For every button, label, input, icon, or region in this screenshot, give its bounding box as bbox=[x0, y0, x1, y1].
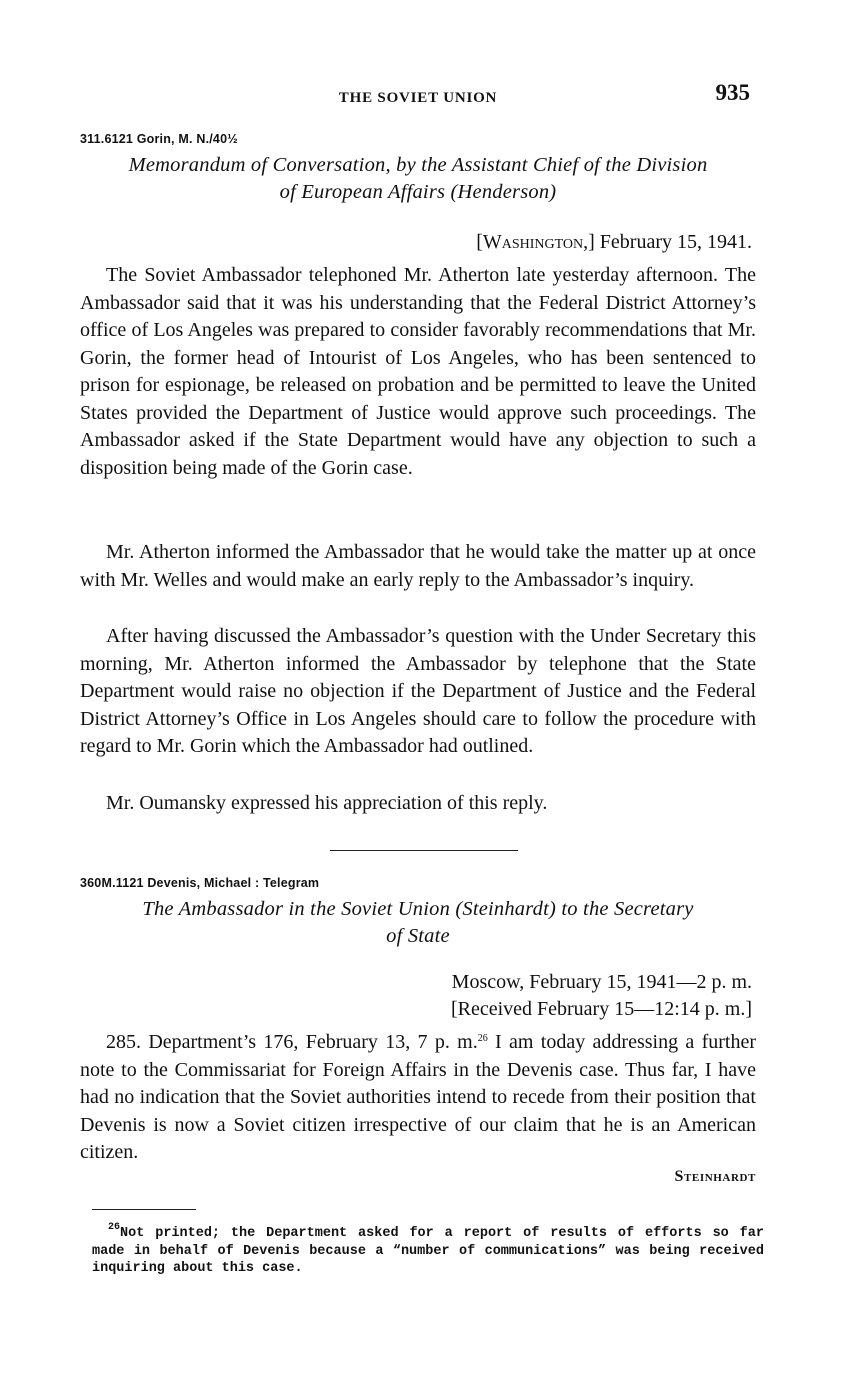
running-title: THE SOVIET UNION bbox=[338, 90, 498, 106]
document-title-line: of State bbox=[386, 925, 450, 947]
file-reference: 311.6121 Gorin, M. N./40½ bbox=[80, 132, 238, 146]
dateline-place: [Washington,] bbox=[476, 231, 595, 253]
section-divider bbox=[330, 850, 518, 851]
footnote bbox=[92, 1222, 764, 1278]
footnote-marker: 26 bbox=[108, 1222, 121, 1233]
dateline: Moscow, February 15, 1941—2 p. m. bbox=[451, 971, 752, 993]
body-paragraph: Mr. Atherton informed the Ambassador that he would take the matter up at once with Mr. Welles and would make an early reply to the Ambassador’s inquiry. bbox=[80, 541, 756, 591]
dateline bbox=[476, 229, 752, 256]
body-paragraph: Mr. Oumansky expressed his appreciation of this reply. bbox=[106, 792, 548, 814]
footnote-divider bbox=[92, 1209, 196, 1210]
document-title bbox=[80, 896, 756, 950]
document-title-line: of European Affairs (Henderson) bbox=[279, 181, 557, 203]
document-title-line: Memorandum of Conversation, by the Assistant Chief of the Division bbox=[128, 154, 708, 176]
running-head bbox=[80, 80, 756, 112]
footnote-reference[interactable]: 26 bbox=[477, 1033, 488, 1044]
signature: Steinhardt bbox=[674, 1168, 756, 1185]
footnote-text: Not printed; the Department asked for a report of results of efforts so far made in behalf of Devenis because a “number of communications” was being received inquiring about this case. bbox=[92, 1226, 764, 1276]
telegram-paragraph bbox=[80, 1029, 756, 1167]
body-paragraph: After having discussed the Ambassador’s question with the Under Secretary this morning, Mr. Atherton informed the Ambassador by telephone that the State Department would raise no objection if the Department of Justice and the Federal District Attorney’s Office in Los Angeles should care to follow the procedure with regard to Mr. Gorin which the Ambassador had outlined. bbox=[80, 625, 756, 757]
body-paragraph: The Soviet Ambassador telephoned Mr. Atherton late yesterday afternoon. The Ambassador said that it was his understanding that the Federal District Attorney’s office of Los Angeles was prepared to consider favorably recommendations that Mr. Gorin, the former head of Intourist of Los Angeles, who has been sentenced to prison for espionage, be released on probation and be permitted to leave the United States provided the Department of Justice would approve such proceedings. The Ambassador asked if the State Department would have any objection to such a disposition being made of the Gorin case. bbox=[80, 264, 756, 479]
dateline-date: February 15, 1941. bbox=[594, 231, 752, 253]
document-title bbox=[80, 152, 756, 206]
telegram-text: I am today addressing a further note to the Commissariat for Foreign Affairs in the Devenis case. Thus far, I have had no indication that the Soviet authorities intend to recede from their position that Devenis is now a Soviet citizen irrespective of our claim that he is an American citizen. bbox=[80, 1031, 757, 1163]
telegram-text: 285. Department’s 176, February 13, 7 p. m. bbox=[106, 1031, 478, 1053]
file-reference: 360M.1121 Devenis, Michael : Telegram bbox=[80, 876, 320, 890]
received-line: [Received February 15—12:14 p. m.] bbox=[450, 998, 752, 1020]
document-title-line: The Ambassador in the Soviet Union (Steinhardt) to the Secretary bbox=[142, 898, 694, 920]
page-number: 935 bbox=[715, 80, 750, 105]
